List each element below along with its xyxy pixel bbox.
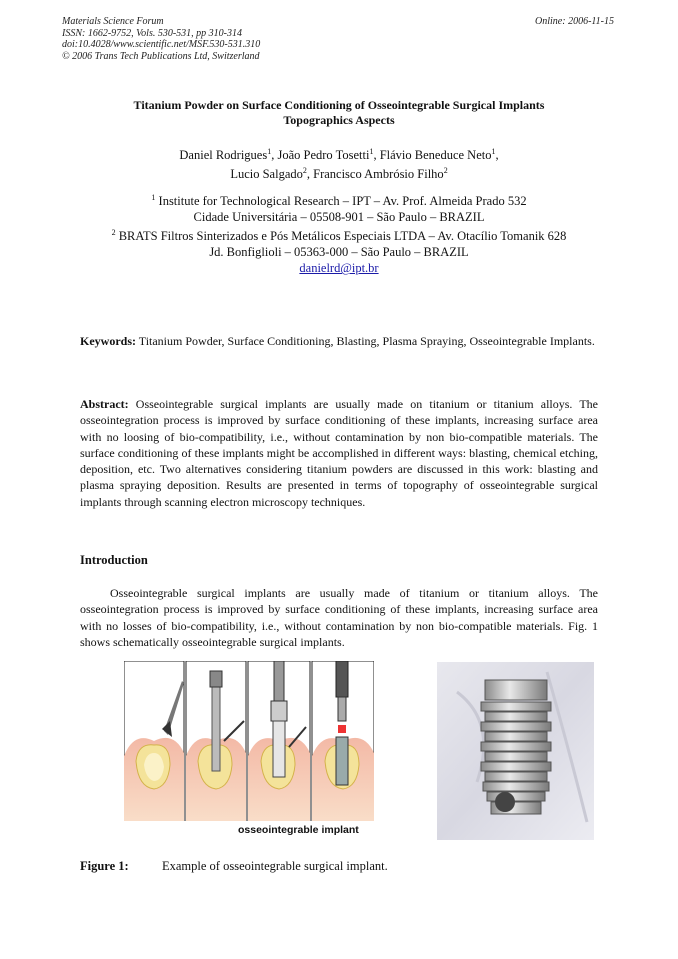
affiliation-line: $^1$ Institute for Technological Research – IPT – Av. Prof. Almeida Prado 532: [151, 193, 527, 209]
implant-label: osseointegrable implant: [238, 824, 359, 836]
figure-caption-text: Example of osseointegrable surgical implant.: [162, 859, 388, 873]
author-line-2: Lucio Salgado$^2$, Francisco Ambrósio Filho$^2$: [230, 166, 448, 182]
doi-line: doi:10.4028/www.scientific.net/MSF.530-531.310: [62, 39, 261, 50]
author-name: , Flávio Beneduce Neto: [373, 148, 492, 163]
figure-caption-label: Figure 1:: [80, 859, 129, 873]
introduction-paragraph: Osseointegrable surgical implants are usually made of titanium or titanium alloys. The osseointegration process is improved by surface conditioning of these implants, increasing surface area with no losses of bio-compatibility, i.e., without contamination by non bio-compatible materials. Fig. 1 shows schematically osseointegrable surgical implants.: [80, 586, 598, 649]
title-line-1: Titanium Powder on Surface Conditioning of Osseointegrable Surgical Implants: [133, 98, 545, 112]
journal-name: Materials Science Forum: [62, 16, 164, 27]
affiliation-line: Cidade Universitária – 05508-901 – São Paulo – BRAZIL: [193, 210, 485, 225]
author-name: Daniel Rodrigues: [179, 148, 268, 163]
affiliations: [80, 190, 598, 276]
abstract-text: Osseointegrable surgical implants are usually made on titanium or titanium alloys. The osseointegration process is improved by surface conditioning of these implants, increasing surface area with no loosing of bio-compatibility, i.e., without contamination by non bio-compatible materials. The surface conditioning of these implants might be accomplished in different ways: blasting, chemical etching, deposition, etc. Two alternatives considering titanium powders are discussed in this work: blasting and plasma spraying deposition. Results are presented in terms of topography of osseointegrable surgical implants through scanning electron microscopy techniques.: [80, 397, 598, 509]
author-line-1: Daniel Rodrigues$^1$, João Pedro Tosetti$^1$, Flávio Beneduce Neto$^1$,: [179, 147, 499, 163]
author-name: , João Pedro Tosetti: [271, 148, 370, 163]
abstract-paragraph: [80, 396, 598, 510]
implant-procedure-illustration: [124, 661, 374, 821]
title-line-2: Topographics Aspects: [283, 113, 395, 127]
online-date: Online: 2006-11-15: [535, 16, 614, 27]
keywords-text: Titanium Powder, Surface Conditioning, Blasting, Plasma Spraying, Osseointegrable Implants.: [136, 334, 595, 348]
panel-1: [124, 661, 184, 821]
running-header: [62, 16, 260, 62]
author-name: Lucio Salgado: [230, 167, 303, 182]
copyright-line: © 2006 Trans Tech Publications Ltd, Switzerland: [62, 50, 260, 62]
paper-title: [80, 98, 598, 128]
email-link[interactable]: danielrd@ipt.br: [299, 261, 379, 276]
affiliation-line: $^2$ BRATS Filtros Sinterizados e Pós Metálicos Especiais LTDA – Av. Otacílio Tomanik 628: [111, 228, 567, 244]
abstract-label: Abstract:: [80, 397, 129, 411]
author-name: , Francisco Ambrósio Filho: [306, 167, 444, 182]
procedure-drawing: [124, 661, 374, 821]
keywords-label: Keywords:: [80, 334, 136, 348]
keywords-paragraph: [80, 333, 598, 349]
implant-drawing: [437, 662, 594, 840]
issn-line: ISSN: 1662-9752, Vols. 530-531, pp 310-314: [62, 27, 242, 39]
panel-4: [312, 661, 374, 821]
author-list: [80, 144, 598, 182]
implant-photo: [437, 662, 594, 840]
panel-3: [248, 661, 310, 821]
affiliation-line: Jd. Bonfiglioli – 05363-000 – São Paulo – BRAZIL: [209, 245, 469, 260]
section-heading: Introduction: [80, 553, 148, 567]
panel-2: [186, 661, 246, 821]
